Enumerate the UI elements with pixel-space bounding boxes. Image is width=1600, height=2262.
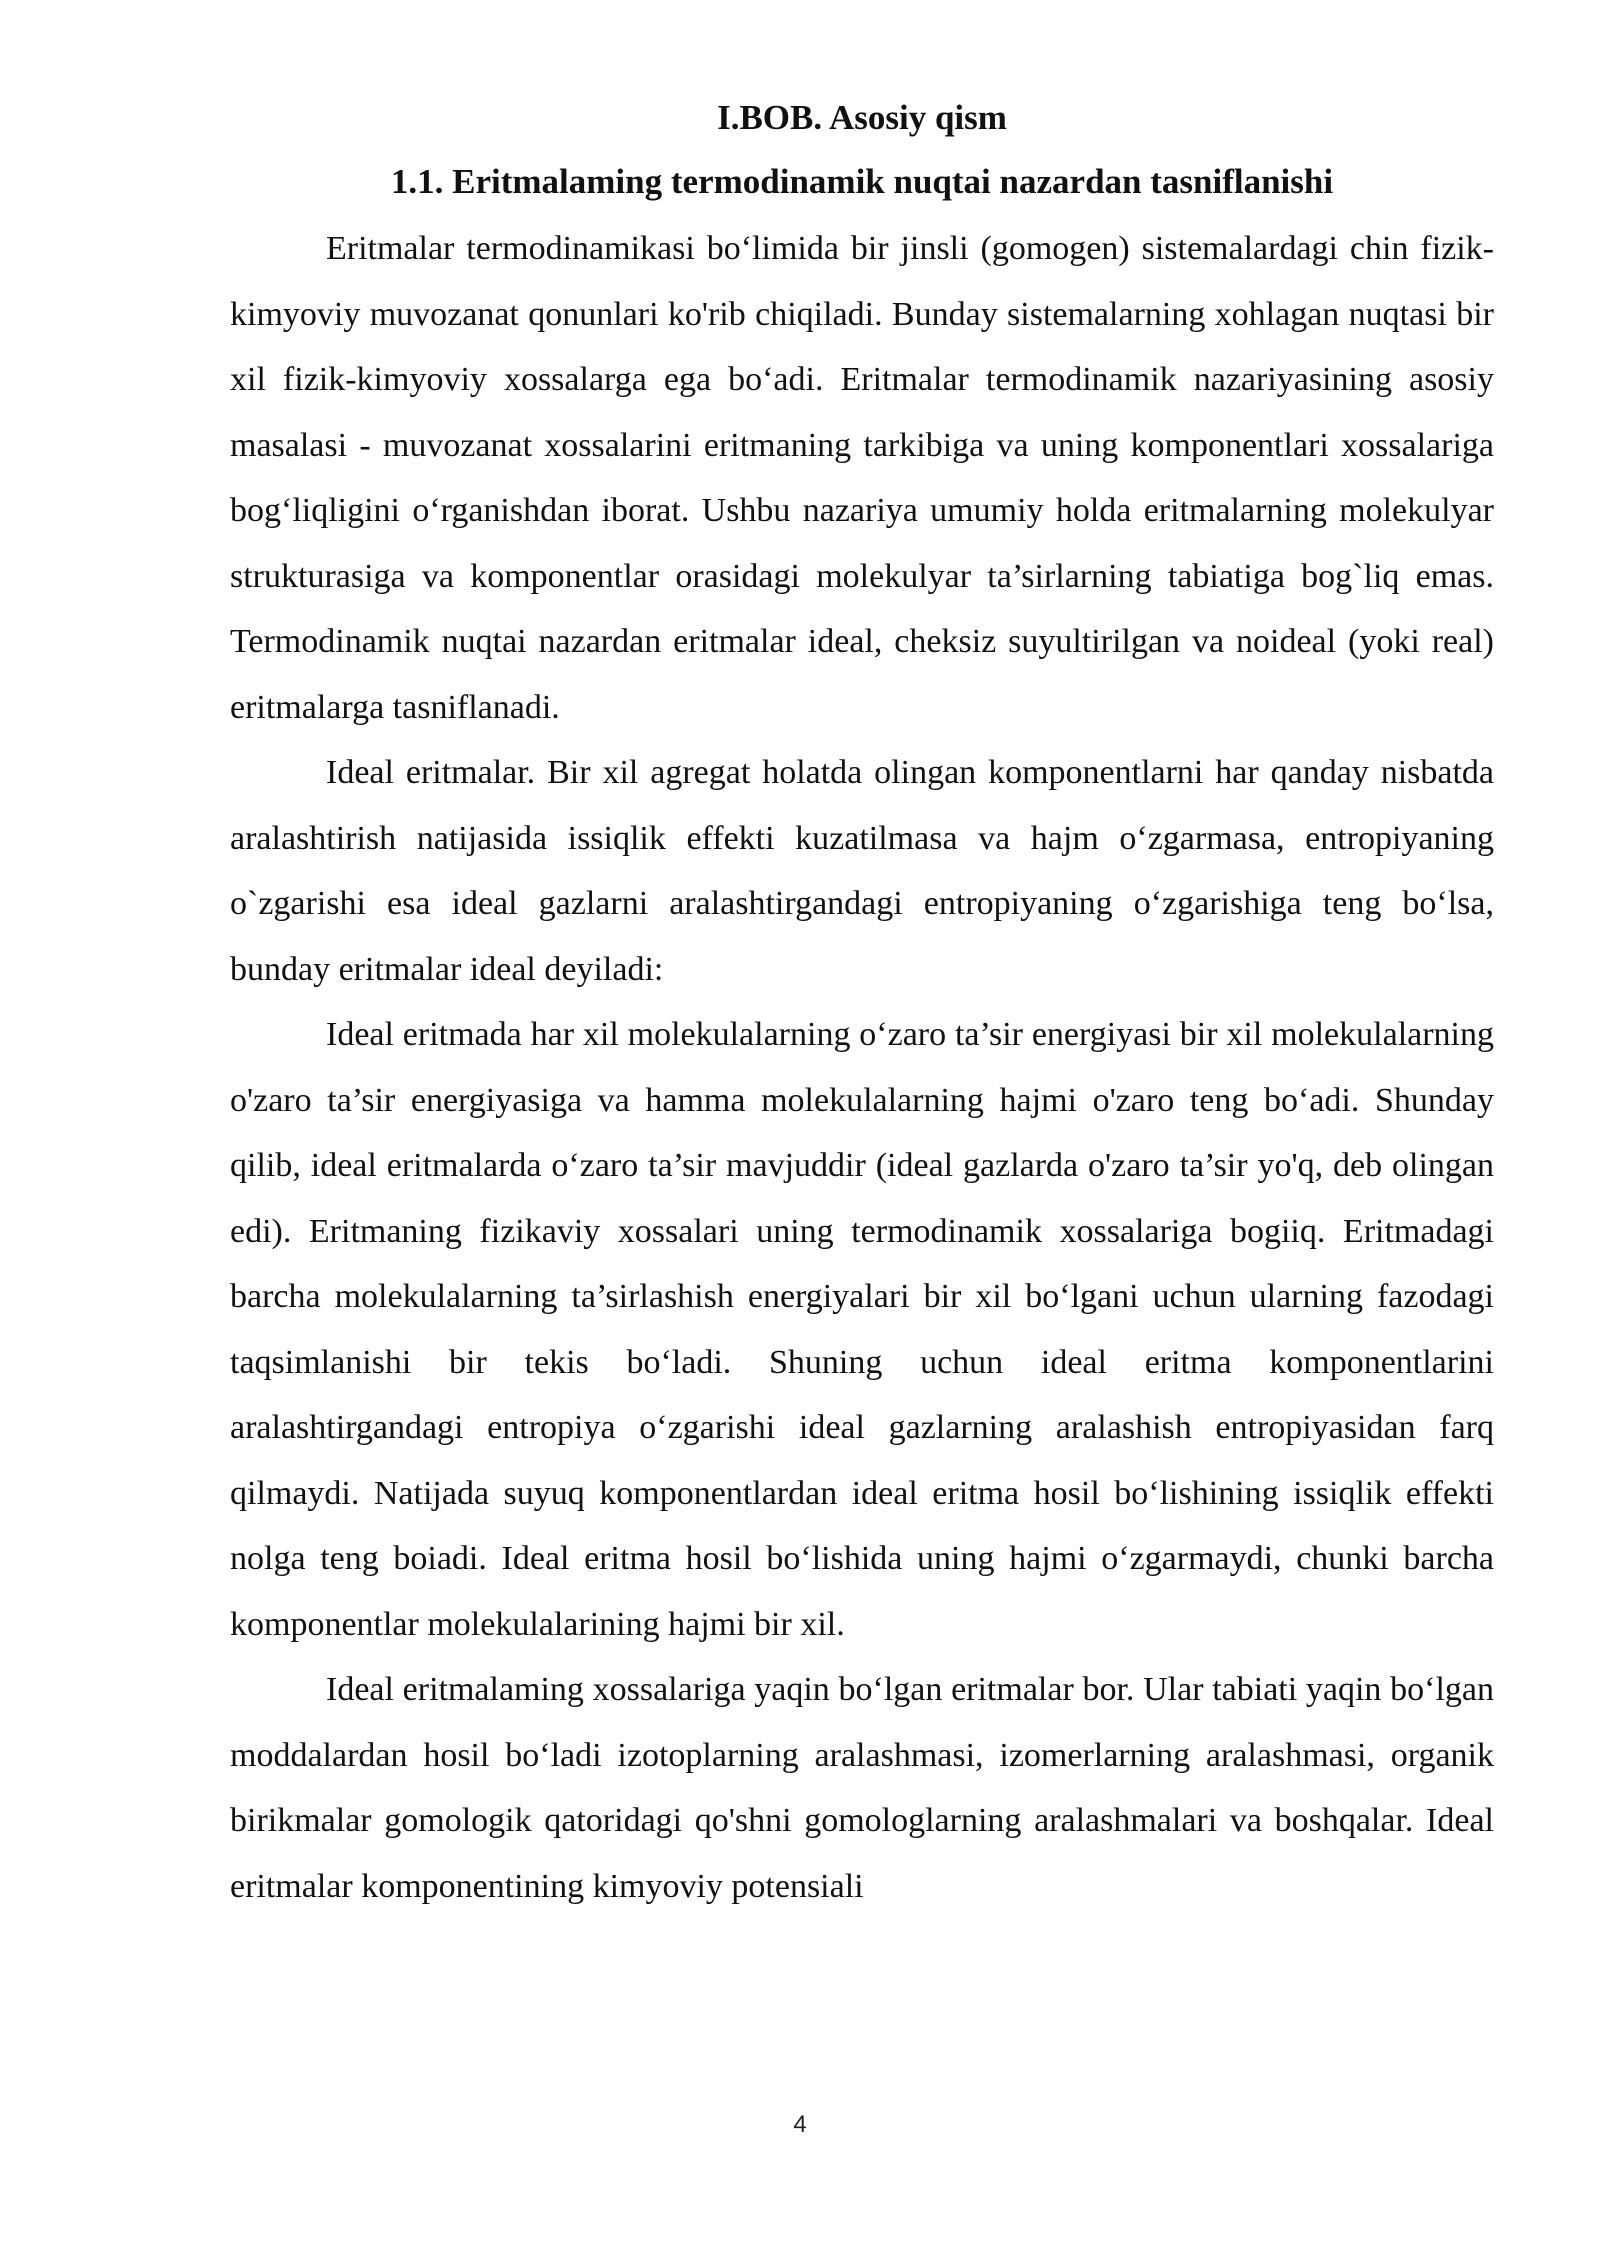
paragraph-1: Eritmalar termodinamikasi bo‘limida bir jinsli (gomogen) sistemalardagi chin fizik-kimyoviy muvozanat qonunlari ko'rib chiqiladi. Bunday sistemalarning xohlagan nuqtasi bir xil fizik-kimyoviy xossalarga ega bo‘adi. Eritmalar termodinamik nazariyasining asosiy masalasi - muvozanat xossalarini eritmaning tarkibiga va uning komponentlari xossalariga bog‘liqligini o‘rganishdan iborat. Ushbu nazariya umumiy holda eritmalarning molekulyar strukturasiga va komponentlar orasidagi molekulyar ta’sirlarning tabiatiga bog`liq emas. Termodinamik nuqtai nazardan eritmalar ideal, cheksiz suyultirilgan va noideal (yoki real) eritmalarga tasniflanadi. <box>230 230 1494 726</box>
section-title: 1.1. Eritmalaming termodinamik nuqtai nazardan tasniflanishi <box>390 162 1334 201</box>
chapter-title: I.BOB. Asosiy qism <box>717 98 1007 137</box>
paragraph-3: Ideal eritmada har xil molekulalarning o‘zaro ta’sir energiyasi bir xil molekulalarning o'zaro ta’sir energiyasiga va hamma molekulalarning hajmi o'zaro teng bo‘adi. Shunday qilib, ideal eritmalarda o‘zaro ta’sir mavjuddir (ideal gazlarda o'zaro ta’sir yo'q, deb olingan edi). Eritmaning fizikaviy xossalari uning termodinamik xossalariga bogiiq. Eritmadagi barcha molekulalarning ta’sirlashish energiyalari bir xil bo‘lgani uchun ularning fazodagi taqsimlanishi bir tekis bo‘ladi. Shuning uchun ideal eritma komponentlarini aralashtirgandagi entropiya o‘zgarishi ideal gazlarning aralashish entropiyasidan farq qilmaydi. Natijada suyuq komponentlardan ideal eritma hosil bo‘lishining issiqlik effekti nolga teng boiadi. Ideal eritma hosil bo‘lishida uning hajmi o‘zgarmaydi, chunki barcha komponentlar molekulalarining hajmi bir xil. <box>230 1016 1494 1643</box>
page-number: 4 <box>793 2111 807 2138</box>
paragraph-4: Ideal eritmalaming xossalariga yaqin bo‘lgan eritmalar bor. Ular tabiati yaqin bo‘lgan moddalardan hosil bo‘ladi izotoplarning aralashmasi, izomerlarning aralashmasi, organik birikmalar gomologik qatoridagi qo'shni gomologlarning aralashmalari va boshqalar. Ideal eritmalar komponentining kimyoviy potensiali <box>230 1671 1494 1905</box>
page-content <box>230 90 1494 1919</box>
paragraph-2: Ideal eritmalar. Bir xil agregat holatda olingan komponentlarni har qanday nisbatda aralashtirish natijasida issiqlik effekti kuzatilmasa va hajm o‘zgarmasa, entropiyaning o`zgarishi esa ideal gazlarni aralashtirgandagi entropiyaning o‘zgarishiga teng bo‘lsa, bunday eritmalar ideal deyiladi: <box>230 754 1494 988</box>
